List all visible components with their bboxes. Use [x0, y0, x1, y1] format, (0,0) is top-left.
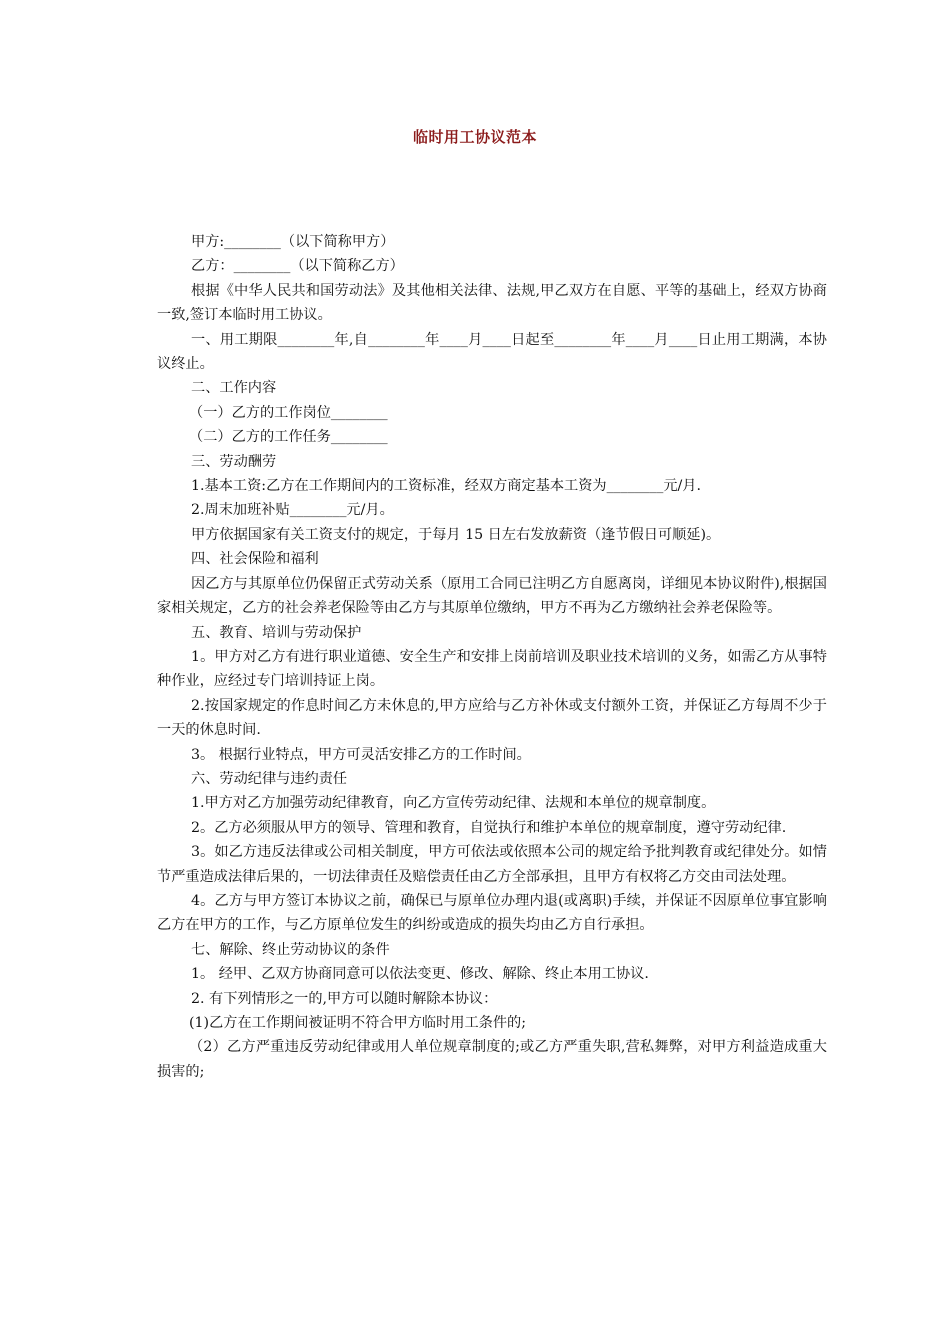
section-4-heading: 四、社会保险和福利	[191, 551, 319, 568]
section-5-item-3: 3。 根据行业特点，甲方可灵活安排乙方的工作时间。	[191, 746, 531, 763]
section-7-item-2: 2. 有下列情形之一的,甲方可以随时解除本协议：	[191, 990, 498, 1007]
document-body	[157, 230, 827, 1084]
section-5-item-1: 1。甲方对乙方有进行职业道德、安全生产和安排上岗前培训及职业技术培训的义务，如需乙方从事特种作业，应经过专门培训持证上岗。	[157, 648, 827, 690]
document-title: 临时用工协议范本	[412, 128, 537, 146]
section-2-heading: 二、工作内容	[191, 380, 277, 397]
section-6-item-3: 3。如乙方违反法律或公司相关制度，甲方可依法或依照本公司的规定给予批判教育或纪律处分。如情节严重造成法律后果的，一切法律责任及赔偿责任由乙方全部承担，且甲方有权将乙方交由司法处理。	[157, 844, 827, 885]
section-5-item-2: 2.按国家规定的作息时间乙方未休息的,甲方应给与乙方补休或支付额外工资，并保证乙方每周不少于一天的休息时间.	[157, 697, 827, 739]
section-5-heading: 五、教育、培训与劳动保护	[191, 624, 362, 641]
section-7-subitem-1: (1)乙方在工作期间被证明不符合甲方临时用工条件的;	[189, 1015, 527, 1031]
section-6-item-1: 1.甲方对乙方加强劳动纪律教育，向乙方宣传劳动纪律、法规和本单位的规章制度。	[191, 795, 716, 812]
preamble-paragraph: 根据《中华人民共和国劳动法》及其他相关法律、法规,甲乙双方在自愿、平等的基础上，经双方协商一致,签订本临时用工协议。	[157, 282, 827, 324]
section-7-item-1: 1。 经甲、乙双方协商同意可以依法变更、修改、解除、终止本用工协议.	[191, 966, 649, 983]
section-3-heading: 三、劳动酬劳	[191, 453, 277, 470]
section-6-item-4: 4。乙方与甲方签订本协议之前，确保已与原单位办理内退(或离职)手续，并保证不因原单位事宜影响乙方在甲方的工作，与乙方原单位发生的纠纷或造成的损失均由乙方自行承担。	[157, 892, 827, 934]
section-2-item-1: （一）乙方的工作岗位________	[189, 404, 388, 421]
section-6-heading: 六、劳动纪律与违约责任	[191, 770, 348, 787]
party-a-line: 甲方:________（以下简称甲方）	[191, 234, 395, 250]
section-2-item-2: （二）乙方的工作任务________	[189, 429, 388, 446]
section-6-item-2: 2。乙方必须服从甲方的领导、管理和教育，自觉执行和维护本单位的规章制度，遵守劳动纪律.	[191, 819, 787, 836]
section-1-term: 一、用工期限________年,自________年____月____日起至________年____月____日止用工期满，本协议终止。	[157, 331, 827, 373]
section-3-payment-note: 甲方依据国家有关工资支付的规定，于每月 15 日左右发放薪资（逢节假日可顺延)。	[191, 526, 721, 543]
section-4-paragraph: 因乙方与其原单位仍保留正式劳动关系（原用工合同已注明乙方自愿离岗，详细见本协议附件),根据国家相关规定，乙方的社会养老保险等由乙方与其原单位缴纳，甲方不再为乙方缴纳社会养老保险等。	[157, 575, 827, 617]
section-7-heading: 七、解除、终止劳动协议的条件	[191, 941, 390, 958]
party-b-line: 乙方：________（以下简称乙方）	[191, 258, 404, 275]
section-3-item-2: 2.周末加班补贴________元/月。	[191, 502, 394, 519]
section-3-item-1: 1.基本工资:乙方在工作期间内的工资标准，经双方商定基本工资为________元/月.	[191, 478, 701, 495]
section-7-subitem-2: （2）乙方严重违反劳动纪律或用人单位规章制度的;或乙方严重失职,营私舞弊，对甲方利益造成重大损害的;	[157, 1039, 827, 1080]
